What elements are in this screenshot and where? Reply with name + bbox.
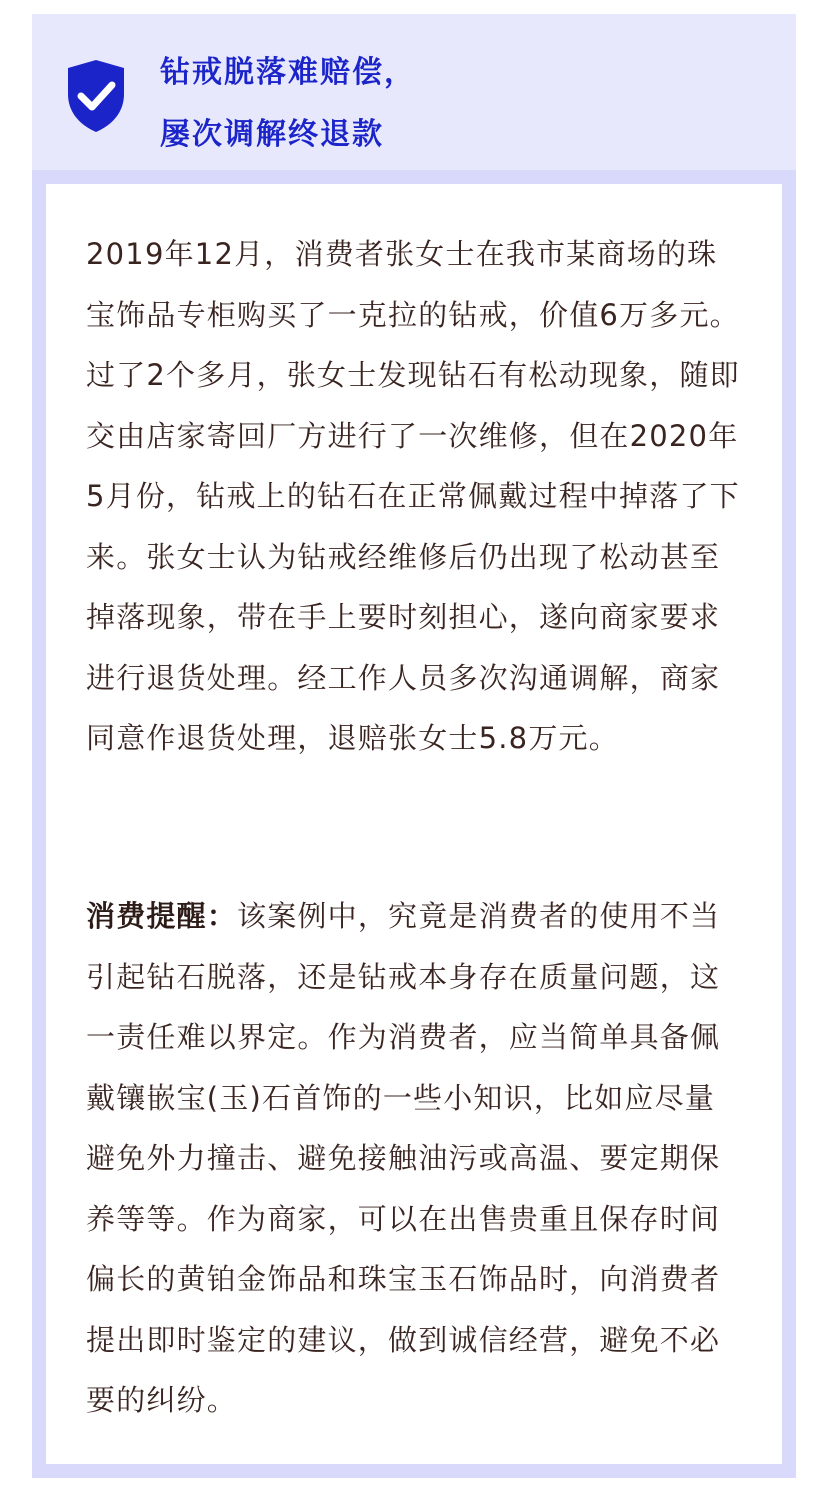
case-title-line1: 钻戒脱落难赔偿，	[160, 55, 416, 90]
shield-check-icon	[64, 58, 128, 134]
reminder-label: 消费提醒：	[86, 899, 238, 933]
case-body	[46, 184, 782, 1464]
consumer-reminder	[86, 886, 742, 1431]
reminder-text: 该案例中，究竟是消费者的使用不当引起钻石脱落，还是钻戒本身存在质量问题，这一责任难以界定。作为消费者，应当简单具备佩戴镶嵌宝(玉)石首饰的一些小知识，比如应尽量避免外力撞击、避免接触油污或高温、要定期保养等等。作为商家，可以在出售贵重且保存时间偏长的黄铂金饰品和珠宝玉石饰品时，向消费者提出即时鉴定的建议，做到诚信经营，避免不必要的纠纷。	[86, 899, 721, 1417]
case-card	[32, 14, 796, 1478]
case-title	[160, 42, 416, 166]
case-description: 2019年12月，消费者张女士在我市某商场的珠宝饰品专柜购买了一克拉的钻戒，价值6万多元。过了2个多月，张女士发现钻石有松动现象，随即交由店家寄回厂方进行了一次维修，但在2020年5月份，钻戒上的钻石在正常佩戴过程中掉落了下来。张女士认为钻戒经维修后仍出现了松动甚至掉落现象，带在手上要时刻担心，遂向商家要求进行退货处理。经工作人员多次沟通调解，商家同意作退货处理，退赔张女士5.8万元。	[86, 237, 740, 755]
case-header	[32, 14, 796, 170]
case-title-line2: 屡次调解终退款	[160, 117, 384, 152]
